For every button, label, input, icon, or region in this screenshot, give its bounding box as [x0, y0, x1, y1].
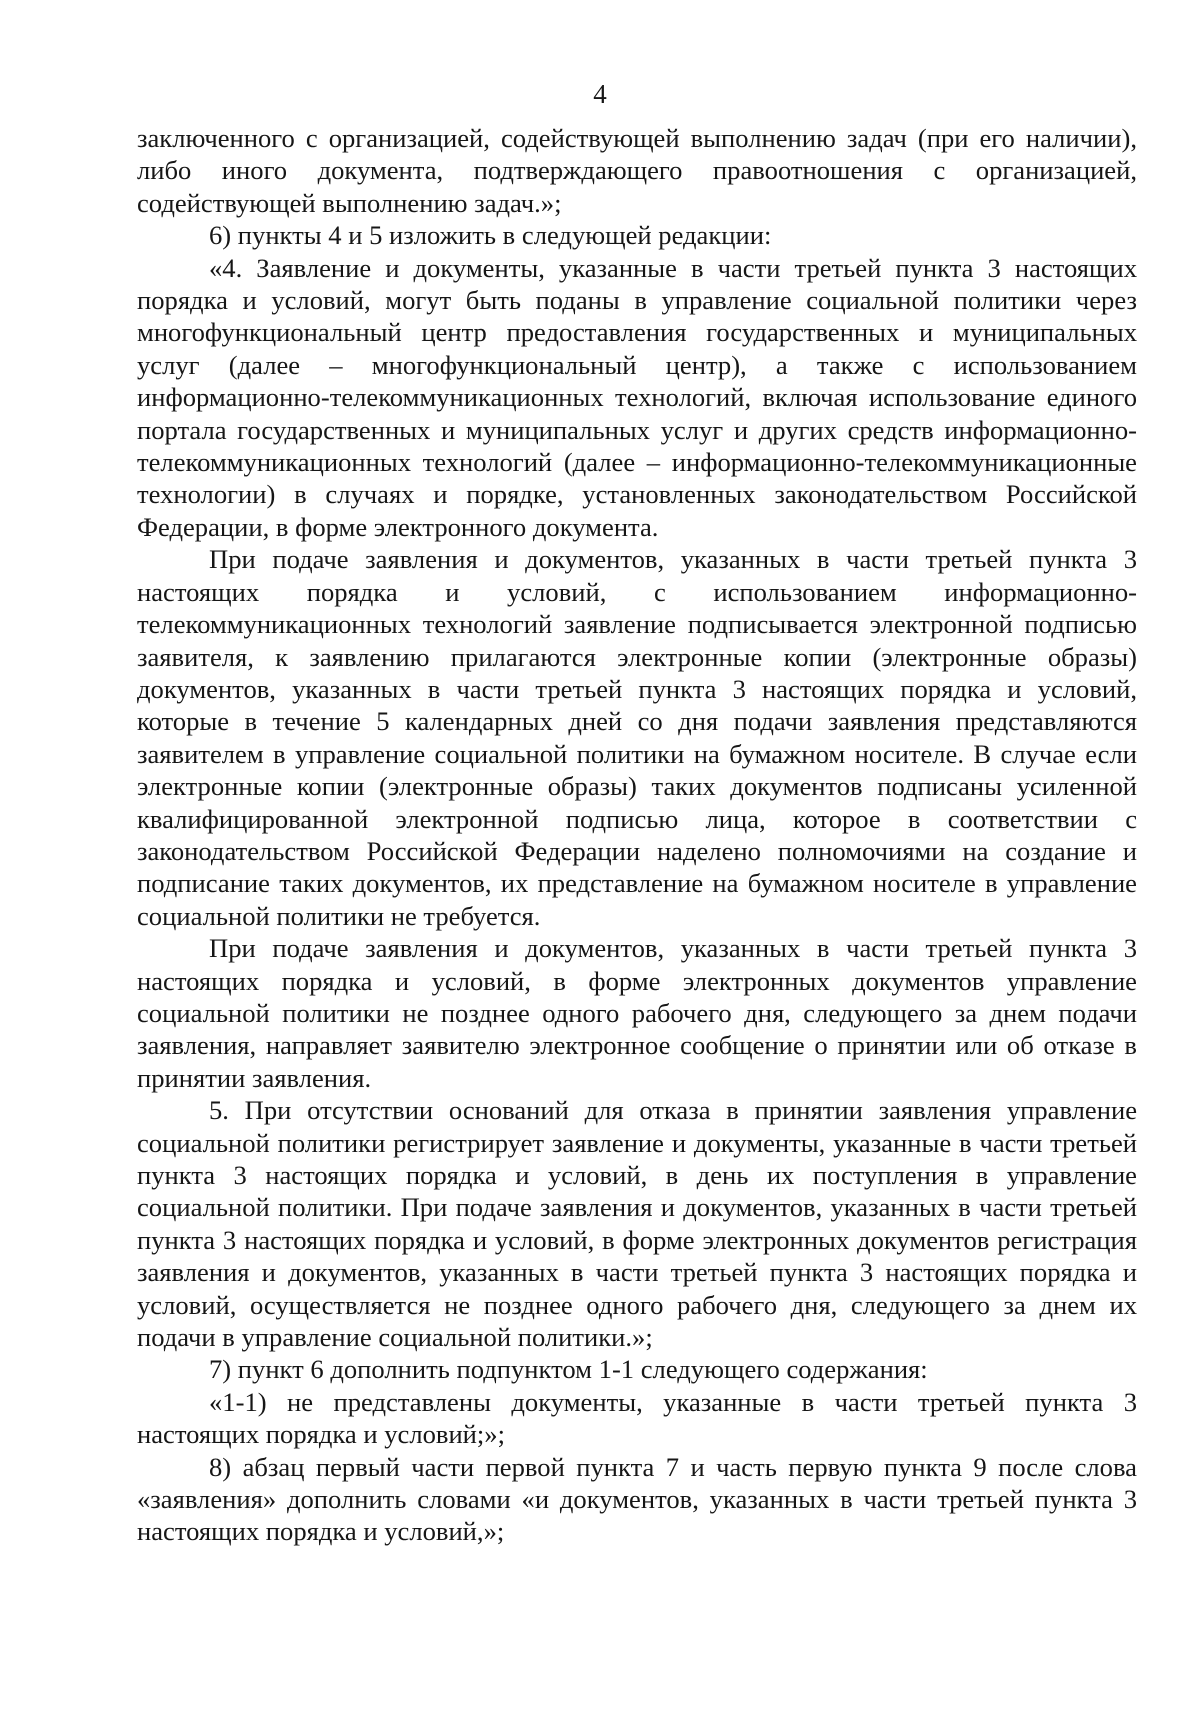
paragraph-electronic-submission: При подаче заявления и документов, указанных в части третьей пункта 3 настоящих порядка и условий, с использованием информационно-телекоммуникационных технологий заявление подписывается электронной подписью заявителя, к заявлению прилагаются электронные копии (электронные образы) документов, указанных в части третьей пункта 3 настоящих порядка и условий, которые в течение 5 календарных дней со дня подачи заявления представляются заявителем в управление социальной политики на бумажном носителе. В случае если электронные копии (электронные образы) таких документов подписаны усиленной квалифицированной электронной подписью лица, которое в соответствии с законодательством Российской Федерации наделено полномочиями на создание и подписание таких документов, их представление на бумажном носителе в управление социальной политики не требуется.	[137, 544, 1137, 931]
paragraph-continuation: заключенного с организацией, содействующей выполнению задач (при его наличии), либо иного документа, подтверждающего правоотношения с организацией, содействующей выполнению задач.»;	[137, 123, 1137, 218]
paragraph-subitem-1-1: «1-1) не представлены документы, указанные в части третьей пункта 3 настоящих порядка и условий;»;	[137, 1386, 1137, 1450]
paragraph-item-8: 8) абзац первый части первой пункта 7 и часть первую пункта 9 после слова «заявления» дополнить словами «и документов, указанных в части третьей пункта 3 настоящих порядка и условий,»;	[137, 1451, 1137, 1547]
paragraph-item-6: 6) пункты 4 и 5 изложить в следующей редакции:	[209, 220, 772, 251]
paragraph-point-5: 5. При отсутствии оснований для отказа в принятии заявления управление социальной политики регистрирует заявление и документы, указанные в части третьей пункта 3 настоящих порядка и условий, в день их поступления в управление социальной политики. При подаче заявления и документов, указанных в части третьей пункта 3 настоящих порядка и условий, в форме электронных документов регистрация заявления и документов, указанных в части третьей пункта 3 настоящих порядка и условий, осуществляется не позднее одного рабочего дня, следующего за днем их подачи в управление социальной политики.»;	[137, 1095, 1137, 1353]
document-body	[137, 122, 1137, 1548]
page-number: 4	[593, 79, 607, 109]
paragraph-item-7: 7) пункт 6 дополнить подпунктом 1-1 следующего содержания:	[209, 1354, 928, 1385]
paragraph-electronic-notification: При подаче заявления и документов, указанных в части третьей пункта 3 настоящих порядка и условий, в форме электронных документов управление социальной политики не позднее одного рабочего дня, следующего за днем подачи заявления, направляет заявителю электронное сообщение о принятии или об отказе в принятии заявления.	[137, 933, 1137, 1093]
paragraph-point-4: «4. Заявление и документы, указанные в части третьей пункта 3 настоящих порядка и условий, могут быть поданы в управление социальной политики через многофункциональный центр предоставления государственных и муниципальных услуг (далее – многофункциональный центр), а также с использованием информационно-телекоммуникационных технологий, включая использование единого портала государственных и муниципальных услуг и других средств информационно-телекоммуникационных технологий (далее – информационно-телекоммуникационные технологии) в случаях и порядке, установленных законодательством Российской Федерации, в форме электронного документа.	[137, 252, 1137, 542]
